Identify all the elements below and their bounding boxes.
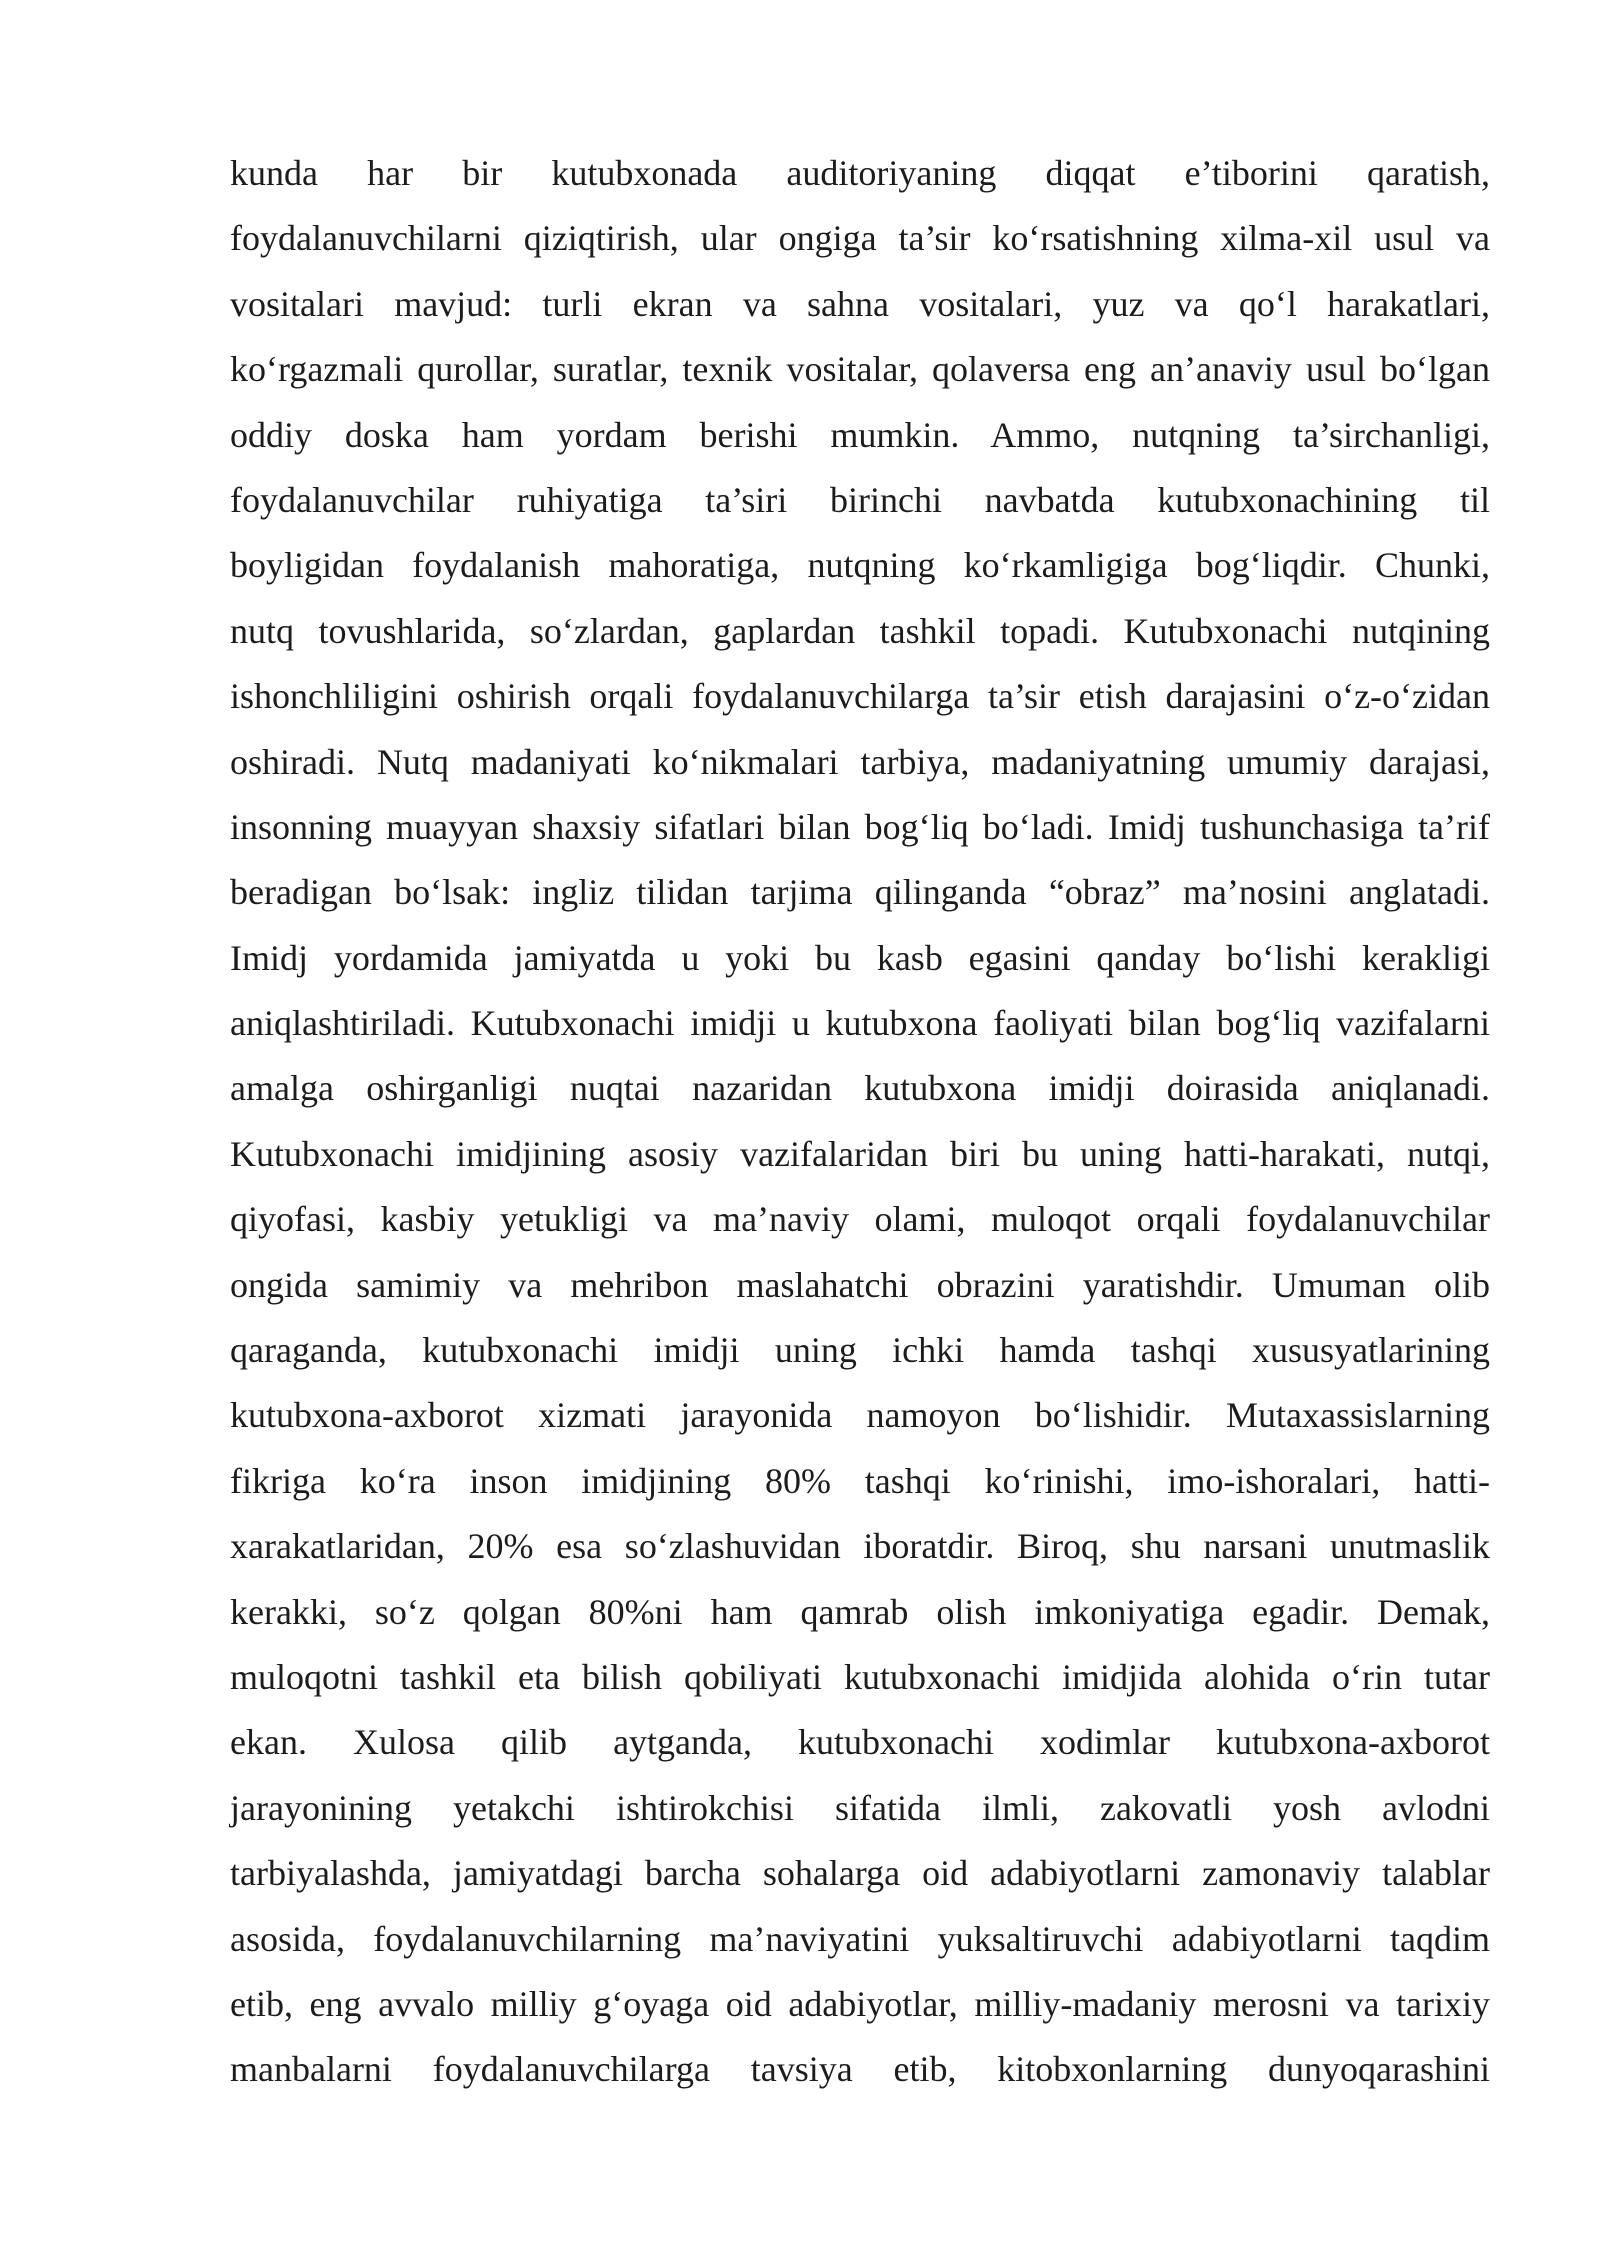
text-line: jarayonining yetakchi ishtirokchisi sifatida ilmli, zakovatli yosh avlodni: [230, 1787, 1490, 1828]
text-line: tarbiyalashda, jamiyatdagi barcha sohalarga oid adabiyotlarni zamonaviy talablar: [230, 1853, 1490, 1894]
text-line: beradigan bo‘lsak: ingliz tilidan tarjima qilinganda “obraz” ma’nosini anglatadi.: [230, 872, 1490, 913]
text-line: Imidj yordamida jamiyatda u yoki bu kasb egasini qanday bo‘lishi kerakligi: [230, 937, 1490, 978]
text-line: ongida samimiy va mehribon maslahatchi obrazini yaratishdir. Umuman olib: [230, 1264, 1490, 1305]
text-line: kutubxona-axborot xizmati jarayonida namoyon bo‘lishidir. Mutaxassislarning: [230, 1395, 1490, 1436]
text-line: fikriga ko‘ra inson imidjining 80% tashqi ko‘rinishi, imo-ishoralari, hatti-: [230, 1460, 1490, 1501]
text-line: foydalanuvchilar ruhiyatiga ta’siri birinchi navbatda kutubxonachining til: [230, 479, 1490, 520]
text-line: muloqotni tashkil eta bilish qobiliyati kutubxonachi imidjida alohida o‘rin tutar: [230, 1656, 1490, 1697]
text-line: aniqlashtiriladi. Kutubxonachi imidji u kutubxona faoliyati bilan bog‘liq vazifalarni: [230, 1003, 1490, 1044]
text-line: xarakatlaridan, 20% esa so‘zlashuvidan iboratdir. Biroq, shu narsani unutmaslik: [230, 1526, 1490, 1567]
text-line: qaraganda, kutubxonachi imidji uning ichki hamda tashqi xususyatlarining: [230, 1330, 1490, 1371]
text-line: ko‘rgazmali qurollar, suratlar, texnik vositalar, qolaversa eng an’anaviy usul bo‘lgan: [230, 349, 1490, 390]
text-line: qiyofasi, kasbiy yetukligi va ma’naviy olami, muloqot orqali foydalanuvchilar: [230, 1199, 1490, 1240]
text-line: insonning muayyan shaxsiy sifatlari bilan bog‘liq bo‘ladi. Imidj tushunchasiga ta’rif: [230, 806, 1490, 847]
text-line: kerakki, so‘z qolgan 80%ni ham qamrab olish imkoniyatiga egadir. Demak,: [230, 1591, 1490, 1632]
text-line: boyligidan foydalanish mahoratiga, nutqning ko‘rkamligiga bog‘liqdir. Chunki,: [230, 545, 1490, 586]
text-line: Kutubxonachi imidjining asosiy vazifalaridan biri bu uning hatti-harakati, nutqi,: [230, 1133, 1490, 1174]
text-line: kunda har bir kutubxonada auditoriyaning diqqat e’tiborini qaratish,: [230, 153, 1490, 193]
text-line: manbalarni foydalanuvchilarga tavsiya etib, kitobxonlarning dunyoqarashini: [230, 2049, 1490, 2090]
text-line: asosida, foydalanuvchilarning ma’naviyatini yuksaltiruvchi adabiyotlarni taqdim: [230, 1918, 1490, 1959]
text-line: oddiy doska ham yordam berishi mumkin. Ammo, nutqning ta’sirchanligi,: [230, 414, 1490, 455]
text-line: amalga oshirganligi nuqtai nazaridan kutubxona imidji doirasida aniqlanadi.: [230, 1068, 1490, 1109]
text-line: nutq tovushlarida, so‘zlardan, gaplardan tashkil topadi. Kutubxonachi nutqining: [230, 610, 1490, 651]
text-line: etib, eng avvalo milliy g‘oyaga oid adabiyotlar, milliy-madaniy merosni va tarixiy: [230, 1983, 1490, 2024]
text-line: foydalanuvchilarni qiziqtirish, ular ongiga ta’sir ko‘rsatishning xilma-xil usul va: [230, 218, 1490, 259]
text-line: ekan. Xulosa qilib aytganda, kutubxonachi xodimlar kutubxona-axborot: [230, 1722, 1490, 1763]
text-line: ishonchliligini oshirish orqali foydalanuvchilarga ta’sir etish darajasini o‘z-o‘zidan: [230, 676, 1490, 717]
text-line: oshiradi. Nutq madaniyati ko‘nikmalari tarbiya, madaniyatning umumiy darajasi,: [230, 741, 1490, 782]
body-text: [230, 151, 1490, 2113]
text-line: vositalari mavjud: turli ekran va sahna vositalari, yuz va qo‘l harakatlari,: [230, 283, 1490, 324]
